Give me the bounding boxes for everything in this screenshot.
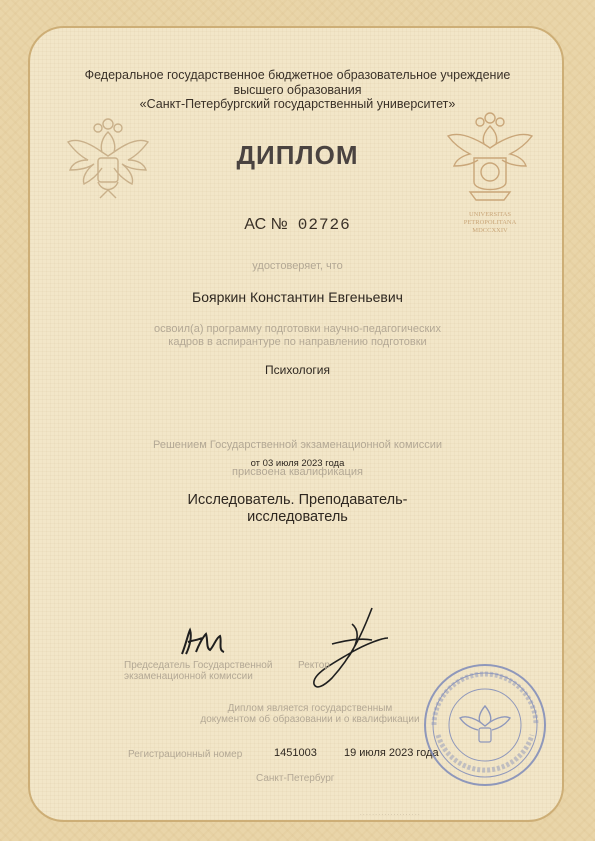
chair-label-line-1: Председатель Государственной xyxy=(124,660,273,671)
assigned-text: присвоена квалификация xyxy=(232,466,363,478)
svg-text:PETROPOLITANA: PETROPOLITANA xyxy=(463,219,517,226)
decision-date: от 03 июля 2023 года xyxy=(250,458,345,469)
rector-label: Ректор xyxy=(298,660,330,671)
chair-label xyxy=(124,660,294,682)
city: Санкт-Петербург xyxy=(256,773,335,784)
validity-line-1: Диплом является государственным xyxy=(227,703,393,714)
official-seal xyxy=(420,660,550,790)
header-line-1: Федеральное государственное бюджетное образовательное учреждение xyxy=(84,68,511,82)
header-line-2: высшего образования xyxy=(233,82,362,97)
chair-label-line-2: экзаменационной комиссии xyxy=(124,671,253,682)
validity-text xyxy=(170,703,450,725)
program-text xyxy=(0,323,595,349)
issue-date: 19 июля 2023 года xyxy=(344,747,439,759)
chair-signature xyxy=(176,624,236,660)
qualification-line-1: Исследователь. Преподаватель- xyxy=(187,492,408,508)
program-line-1: освоил(а) программу подготовки научно-педагогических xyxy=(154,323,441,335)
document-title: ДИПЛОМ xyxy=(236,140,359,170)
svg-text:MDCCXXIV: MDCCXXIV xyxy=(472,227,508,234)
decision-text: Решением Государственной экзаменационной комиссии xyxy=(152,439,442,451)
qualification xyxy=(0,492,595,526)
number-value: 02726 xyxy=(297,216,351,234)
rector-signature xyxy=(292,604,402,696)
validity-line-2: документом об образовании и о квалификации xyxy=(200,714,420,725)
registration-number: 1451003 xyxy=(274,747,317,759)
svg-text:UNIVERSITAS: UNIVERSITAS xyxy=(468,211,512,218)
direction-name: Психология xyxy=(265,363,330,377)
diploma-number xyxy=(0,216,595,234)
program-line-2: кадров в аспирантуре по направлению подготовки xyxy=(168,336,427,348)
registration-label: Регистрационный номер xyxy=(128,749,243,760)
header-line-3: «Санкт-Петербургский государственный университет» xyxy=(139,97,456,111)
certifies-text: удостоверяет, что xyxy=(252,260,343,272)
issuer-header xyxy=(0,68,595,112)
series-label: АС № xyxy=(244,216,288,233)
qualification-line-2: исследователь xyxy=(247,509,348,525)
graduate-name: Бояркин Константин Евгеньевич xyxy=(192,289,403,305)
printer-imprint: · · · · · · · · · · · · · · · · · · · · xyxy=(360,812,420,818)
